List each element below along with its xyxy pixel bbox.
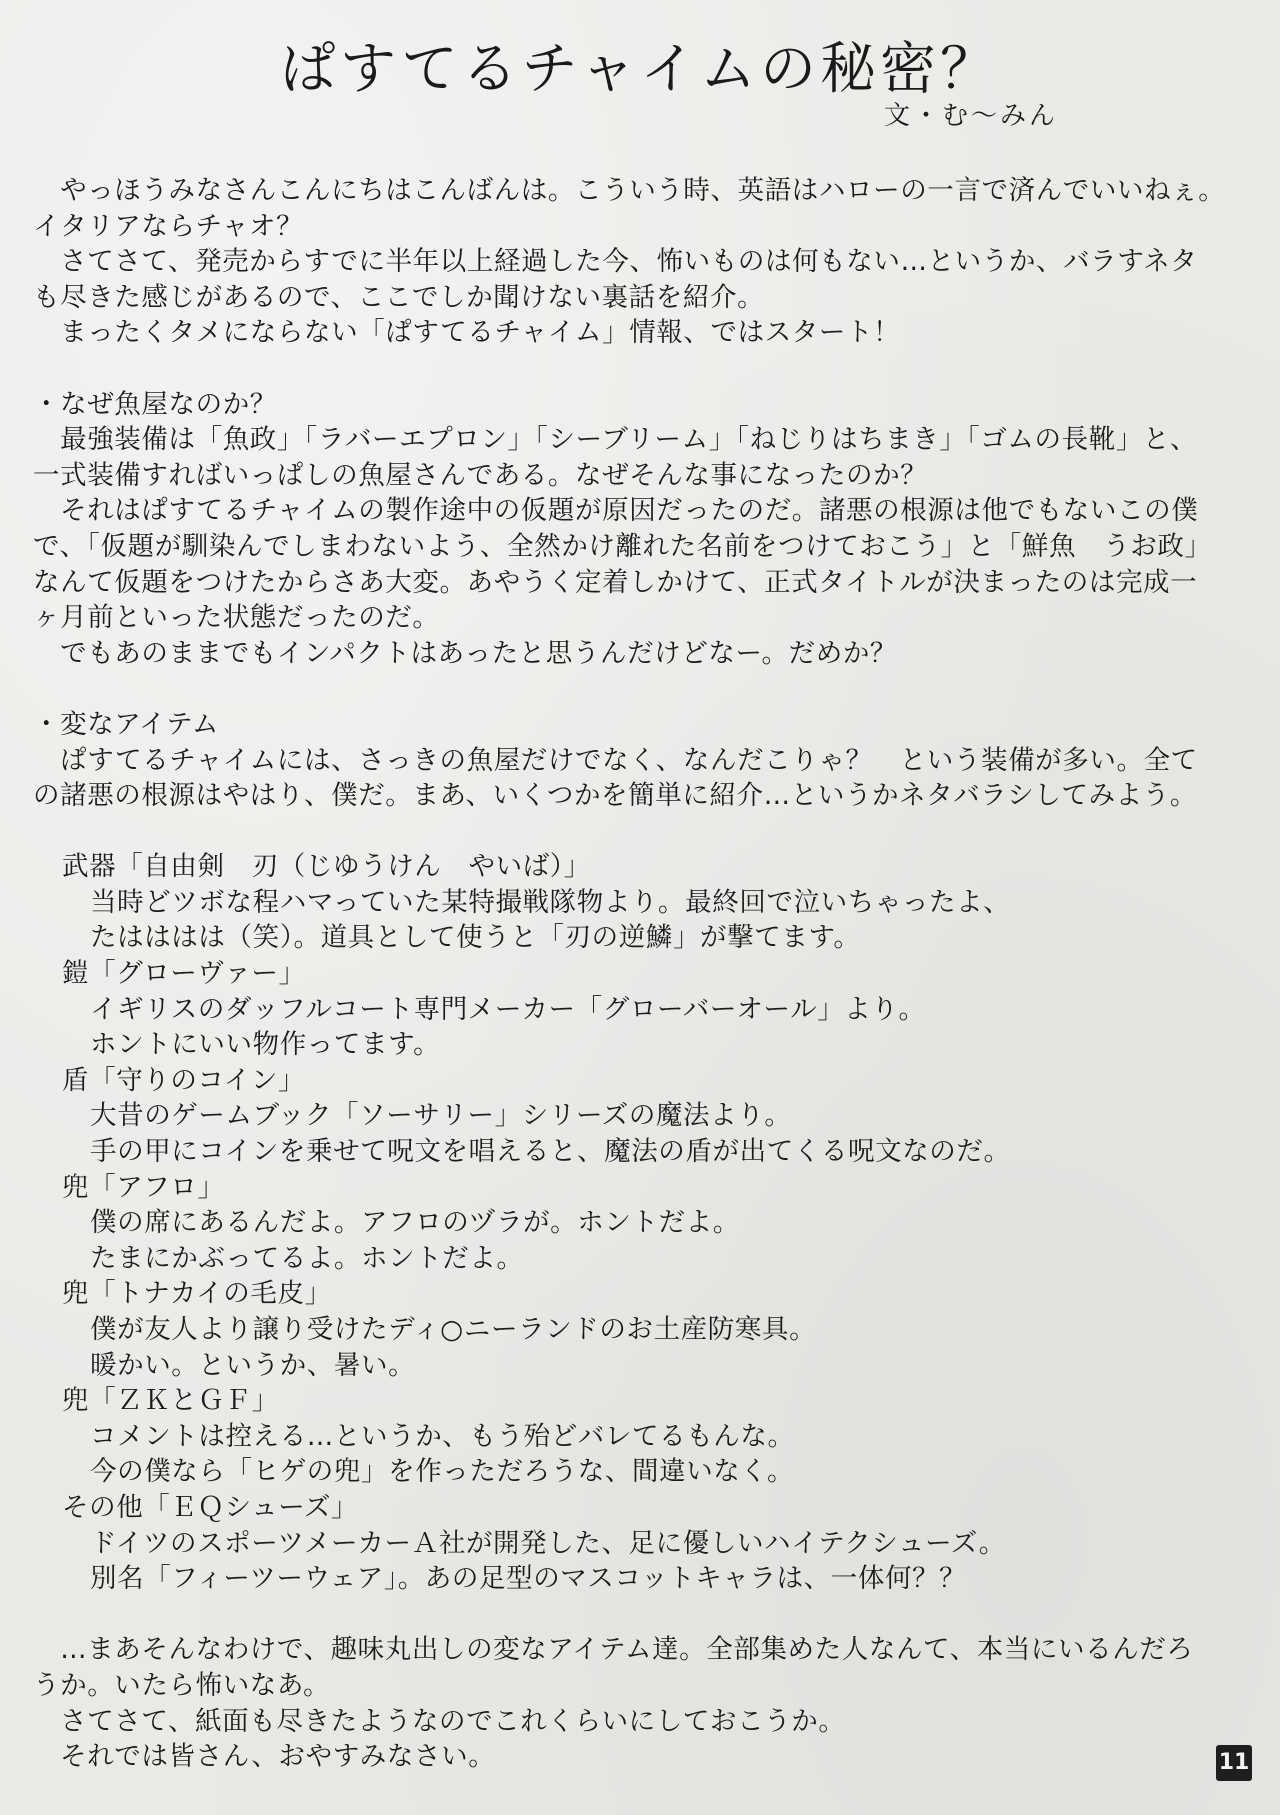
body-line: の諸悪の根源はやはり、僕だ。まあ、いくつかを簡単に紹介…というかネタバラシしてみよう。 — [33, 780, 1197, 812]
item-name: 鎧「グローヴァー」 — [62, 958, 306, 990]
item-name: 武器「自由剣 刃（じゆうけん やいば）」 — [62, 851, 591, 883]
body-line: さてさて、紙面も尽きたようなのでこれくらいにしておこうか。 — [33, 1705, 846, 1737]
item-name: その他「ＥＱシューズ」 — [62, 1491, 359, 1523]
item-name: 兜「トナカイの毛皮」 — [62, 1278, 332, 1310]
item-description: 今の僕なら「ヒゲの兜」を作っただろうな、間違いなく。 — [90, 1456, 795, 1488]
item-description: たまにかぶってるよ。ホントだよ。 — [90, 1242, 524, 1274]
item-description: 当時どツボな程ハマっていた某特撮戦隊物より。最終回で泣いちゃったよ、 — [90, 886, 1011, 918]
body-line: 最強装備は「魚政」「ラバーエプロン」「シーブリーム」「ねじりはちまき」「ゴムの長靴」と、 — [33, 424, 1198, 456]
item-description: 別名「フィーツーウェア」。あの足型のマスコットキャラは、一体何？？ — [90, 1563, 967, 1595]
item-name: 盾「守りのコイン」 — [62, 1064, 306, 1096]
body-line: で、「仮題が馴染んでしまわないよう、全然かけ離れた名前をつけておこう」と「鮮魚 うお政」 — [33, 530, 1212, 562]
item-description: 大昔のゲームブック「ソーサリー」シリーズの魔法より。 — [90, 1100, 792, 1132]
body-line: も尽きた感じがあるので、ここでしか聞けない裏話を紹介。 — [33, 281, 765, 313]
item-description: 暖かい。というか、暑い。 — [90, 1349, 416, 1381]
article-body — [33, 173, 1243, 1775]
item-name: 兜「アフロ」 — [62, 1171, 225, 1203]
item-description: 僕が友人より譲り受けたディ○ニーランドのお土産防寒具。 — [90, 1314, 817, 1345]
body-line: さてさて、発売からすでに半年以上経過した今、怖いものは何もない…というか、バラすネタ — [33, 246, 1198, 278]
page-title: ぱすてるチャイムの秘密？ — [280, 37, 1000, 102]
body-line: なんて仮題をつけたからさあ大変。あやうく定着しかけて、正式タイトルが決まったのは完成一 — [33, 566, 1198, 598]
page-number-badge: 11 — [1216, 1745, 1252, 1781]
item-description: 僕の席にあるんだよ。アフロのヅラが。ホントだよ。 — [90, 1207, 740, 1239]
item-description: ホントにいい物作ってます。 — [90, 1029, 441, 1061]
item-description: 手の甲にコインを乗せて呪文を唱えると、魔法の盾が出てくる呪文なのだ。 — [90, 1136, 1011, 1168]
body-line: うか。いたら怖いなあ。 — [33, 1669, 331, 1701]
body-line: それはぱすてるチャイムの製作途中の仮題が原因だったのだ。諸悪の根源は他でもないこの僕 — [33, 495, 1199, 527]
author-byline: 文・む〜みん — [883, 101, 1058, 131]
body-line: でもあのままでもインパクトはあったと思うんだけどなー。だめか？ — [33, 637, 898, 669]
body-line: ヶ月前といった状態だったのだ。 — [33, 602, 440, 634]
item-description: たはははは（笑）。道具として使うと「刃の逆鱗」が撃てます。 — [90, 922, 861, 954]
body-line: …まあそんなわけで、趣味丸出しの変なアイテム達。全部集めた人なんて、本当にいるんだろ — [33, 1634, 1194, 1666]
item-name: 兜「ＺＫとＧＦ」 — [62, 1385, 279, 1417]
body-line: それでは皆さん、おやすみなさい。 — [33, 1741, 496, 1773]
item-list — [33, 849, 1243, 1596]
item-description: ドイツのスポーツメーカーＡ社が開発した、足に優しいハイテクシューズ。 — [90, 1527, 1006, 1559]
section-heading: ・変なアイテム — [33, 708, 219, 740]
body-line: ぱすてるチャイムには、さっきの魚屋だけでなく、なんだこりゃ？ という装備が多い。全て — [33, 744, 1198, 776]
section-heading: ・なぜ魚屋なのか？ — [33, 388, 277, 420]
body-line: まったくタメにならない「ぱすてるチャイム」情報、ではスタート！ — [33, 317, 901, 349]
item-description: イギリスのダッフルコート専門メーカー「グローバーオール」より。 — [90, 993, 926, 1025]
item-description: コメントは控える…というか、もう殆どバレてるもんな。 — [90, 1420, 795, 1452]
body-line: 一式装備すればいっぱしの魚屋さんである。なぜそんな事になったのか？ — [33, 459, 928, 491]
body-line: イタリアならチャオ？ — [33, 210, 304, 242]
body-line: やっほうみなさんこんにちはこんばんは。こういう時、英語はハローの一言で済んでいいねぇ。 — [33, 175, 1226, 206]
